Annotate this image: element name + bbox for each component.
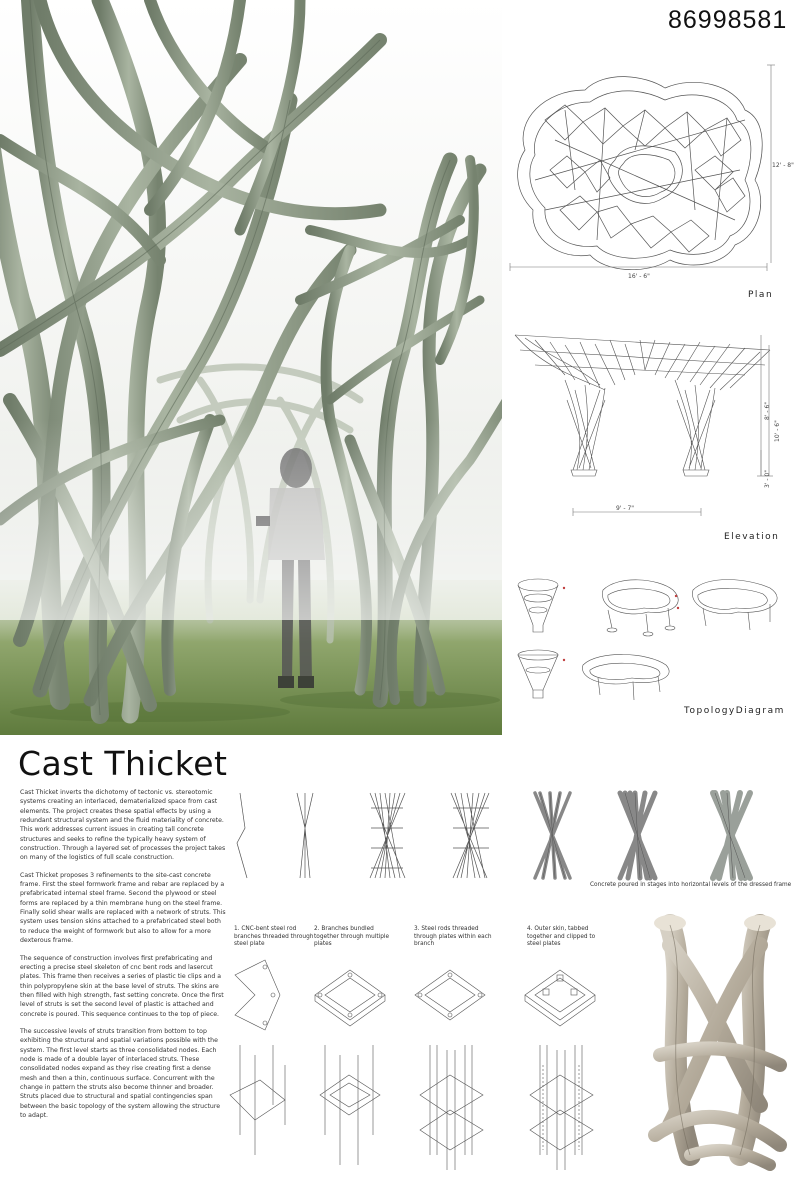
topology-diagram-graphic xyxy=(508,570,798,705)
body-paragraph-1: Cast Thicket inverts the dichotomy of tectonic vs. stereotomic systems creating an interlaced, dematerialized space from cast elements. The project creates these spatial effects by using a redundant structural system and the fluid materiality of concrete. This work addresses current issues in creating tall concrete structures and seeks to refine the typically heavy system of construction. Through a layered set of processes the project takes on many of the logistics of full scale construction. xyxy=(20,789,226,862)
plan-label: Plan xyxy=(748,290,774,300)
elevation-height-dimension-2: 10' - 6" xyxy=(774,420,781,442)
poster-id: 86998581 xyxy=(668,6,788,34)
sequence-caption: Concrete poured in stages into horizontal levels of the dressed frame xyxy=(590,882,792,888)
construction-sequence-graphic xyxy=(235,788,795,888)
hero-rendering xyxy=(0,0,502,735)
body-paragraph-2: Cast Thicket proposes 3 refinements to the site-cast concrete frame. First the steel formwork frame and rebar are replaced by a prefabricated internal steel frame. Second the plywood or steel forms are replaced by a thin membrane hung on the steel frame. Finally solid shear walls are replaced with a network of struts. This system uses tension skins attached to a prefabricated steel both to reduce the weight of formwork but also to allow for a more dexterous frame. xyxy=(20,871,226,945)
step-2-label: 2. Branches bundled together through multiple plates xyxy=(314,926,390,947)
model-photo-graphic xyxy=(630,905,800,1175)
body-text xyxy=(20,788,228,1128)
body-paragraph-4: The successive levels of struts transition from bottom to top exhibiting the structural and spatial variations possible with the system. The first level starts as three consolidated nodes. Each node is made of a double layer of interlaced struts. These consolidated nodes expand as they rise creating first a dense mesh and then a thin, continuous surface. Concurrent with the change in pattern the struts also become thinner and broader. Struts placed due to structural and spatial contingencies span between the basic topology of the system allowing the structure to adapt. xyxy=(20,1027,221,1119)
elevation-width-dimension: 9' - 7" xyxy=(616,505,635,512)
plan-drawing xyxy=(505,60,795,310)
plan-height-dimension: 12' - 8" xyxy=(772,162,794,169)
plan-drawing-graphic xyxy=(505,60,795,310)
step-3-label: 3. Steel rods threaded through plates within each branch xyxy=(414,926,492,947)
hero-rendering-graphic xyxy=(0,0,502,735)
construction-sequence xyxy=(235,788,795,888)
poster-title: Cast Thicket xyxy=(18,744,228,783)
elevation-drawing xyxy=(505,330,795,520)
plan-width-dimension: 16' - 6" xyxy=(628,273,650,280)
topology-label: TopologyDiagram xyxy=(684,706,785,716)
topology-diagram xyxy=(508,570,798,705)
assembly-steps-graphic xyxy=(225,955,620,1185)
elevation-base-dimension: 3' - 0" xyxy=(764,469,771,488)
elevation-drawing-graphic xyxy=(505,330,795,520)
assembly-steps-diagram xyxy=(225,955,620,1185)
step-1-label: 1. CNC-bent steel rod branches threaded through steel plate xyxy=(234,926,314,947)
elevation-height-dimension-1: 8' - 6" xyxy=(764,401,771,420)
body-paragraph-3: The sequence of construction involves first prefabricating and erecting a precise steel skeleton of cnc bent rods and lasercut plates. This frame then receives a series of plastic tie clips and a thin polypropylene skin at the base level of struts. The skins are then filled with high strength, fast setting concrete. Once the first level of struts is set the second level of plastic is attached and concrete is poured. This sequence continues to the top of piece. xyxy=(20,954,224,1018)
model-photo xyxy=(630,905,800,1175)
elevation-label: Elevation xyxy=(724,532,780,542)
step-4-label: 4. Outer skin, tabbed together and clipped to steel plates xyxy=(527,926,596,947)
